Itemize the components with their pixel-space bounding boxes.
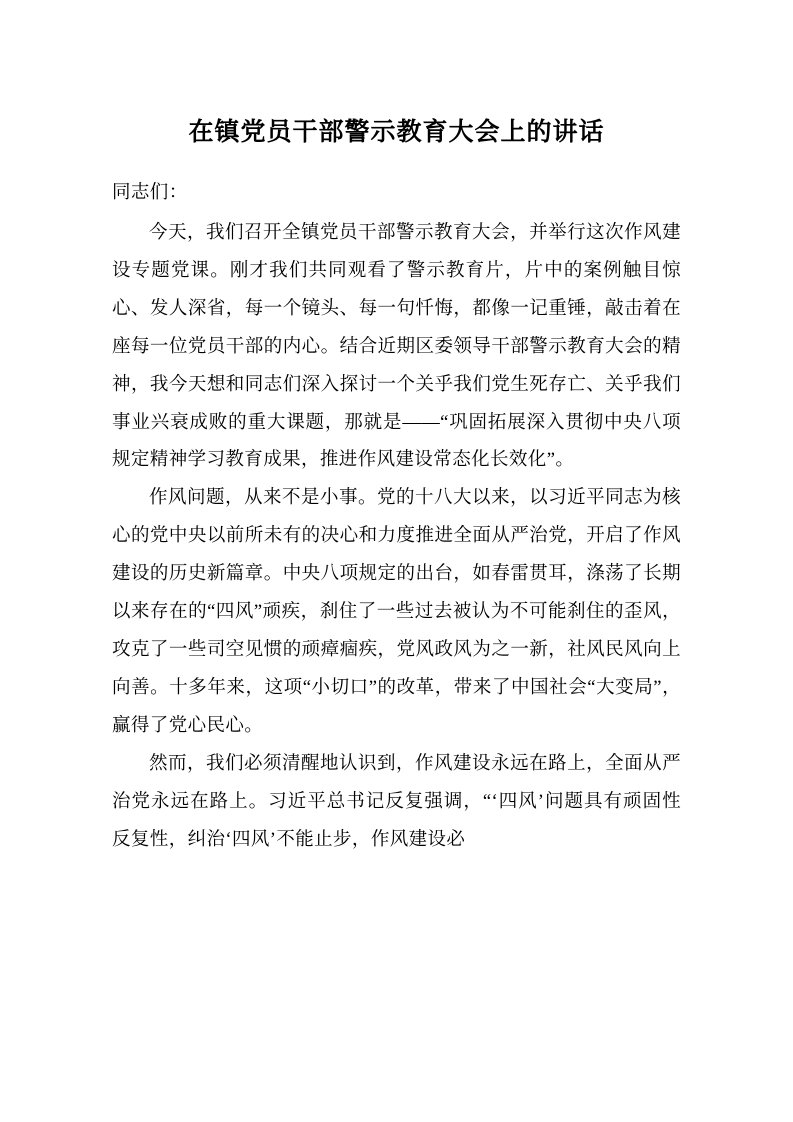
body-paragraph-2: 作风问题，从来不是小事。党的十八大以来，以习近平同志为核心的党中央以前所未有的决心和力度推进全面从严治党，开启了作风建设的历史新篇章。中央八项规定的出台，如春雷贯耳，涤荡了长期以来存在的“四风”顽疾，刹住了一些过去被认为不可能刹住的歪风，攻克了一些司空见惯的顽瘴痼疾，党风政风为之一新，社风民风向上向善。十多年来，这项“小切口”的改革，带来了中国社会“大变局”，赢得了党心民心。 bbox=[112, 488, 681, 736]
page-title: 在镇党员干部警示教育大会上的讲话 bbox=[188, 117, 605, 146]
body-paragraph-1: 今天，我们召开全镇党员干部警示教育大会，并举行这次作风建设专题党课。刚才我们共同观看了警示教育片，片中的案例触目惊心、发人深省，每一个镜头、每一句忏悔，都像一记重锤，敲击着在座每一位党员干部的内心。结合近期区委领导干部警示教育大会的精神，我今天想和同志们深入探讨一个关乎我们党生死存亡、关乎我们事业兴衰成败的重大课题，那就是——“巩固拓展深入贯彻中央八项规定精神学习教育成果，推进作风建设常态化长效化”。 bbox=[112, 222, 681, 471]
salutation: 同志们： bbox=[112, 183, 188, 203]
body-paragraph-3: 然而，我们必须清醒地认识到，作风建设永远在路上，全面从严治党永远在路上。习近平总书记反复强调，“‘四风’问题具有顽固性反复性，纠治‘四风’不能止步，作风建设必 bbox=[112, 753, 681, 850]
